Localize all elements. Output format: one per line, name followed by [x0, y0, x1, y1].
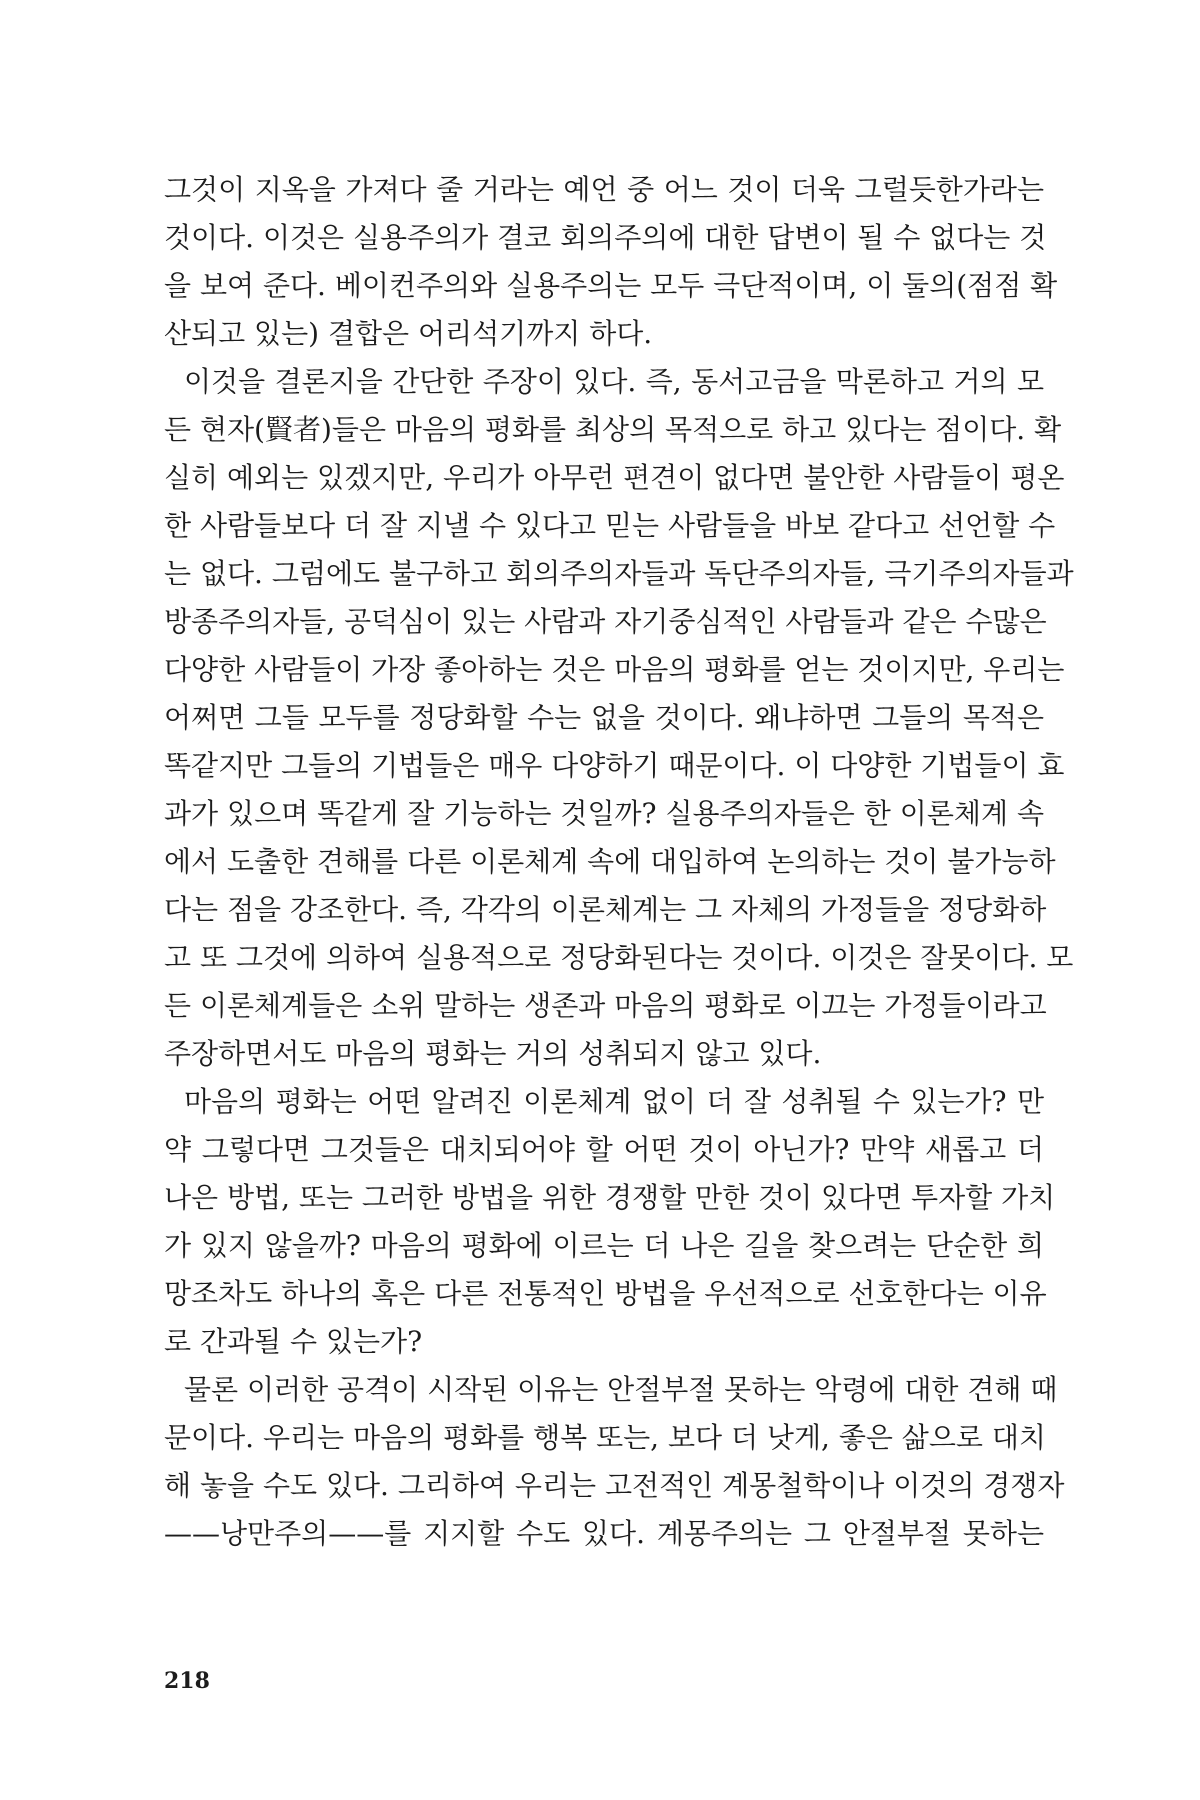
- text-line: 을 보여 준다. 베이컨주의와 실용주의는 모두 극단적이며, 이 둘의(점점 확: [164, 269, 1058, 302]
- text-line: 마음의 평화는 어떤 알려진 이론체계 없이 더 잘 성취될 수 있는가? 만: [184, 1085, 1044, 1118]
- text-line: 로 간과될 수 있는가?: [164, 1325, 423, 1358]
- text-line: 망조차도 하나의 혹은 다른 전통적인 방법을 우선적으로 선호한다는 이유: [164, 1277, 1047, 1310]
- text-line: 문이다. 우리는 마음의 평화를 행복 또는, 보다 더 낫게, 좋은 삶으로 대치: [164, 1421, 1046, 1454]
- text-line: 든 현자(賢者)들은 마음의 평화를 최상의 목적으로 하고 있다는 점이다. 확: [164, 413, 1062, 446]
- text-line: ——낭만주의——를 지지할 수도 있다. 계몽주의는 그 안절부절 못하는: [164, 1517, 1044, 1550]
- text-line: 것이다. 이것은 실용주의가 결코 회의주의에 대한 답변이 될 수 없다는 것: [164, 221, 1047, 254]
- text-line: 실히 예외는 있겠지만, 우리가 아무런 편견이 없다면 불안한 사람들이 평온: [164, 461, 1065, 494]
- text-line: 한 사람들보다 더 잘 지낼 수 있다고 믿는 사람들을 바보 같다고 선언할 수: [164, 509, 1056, 542]
- text-line: 과가 있으며 똑같게 잘 기능하는 것일까? 실용주의자들은 한 이론체계 속: [164, 797, 1044, 830]
- text-line: 고 또 그것에 의하여 실용적으로 정당화된다는 것이다. 이것은 잘못이다. 모: [164, 941, 1074, 974]
- text-line: 주장하면서도 마음의 평화는 거의 성취되지 않고 있다.: [164, 1037, 822, 1070]
- text-line: 방종주의자들, 공덕심이 있는 사람과 자기중심적인 사람들과 같은 수많은: [164, 605, 1047, 638]
- text-line: 든 이론체계들은 소위 말하는 생존과 마음의 평화로 이끄는 가정들이라고: [164, 989, 1047, 1022]
- page-number: 218: [164, 1668, 210, 1694]
- text-line: 해 놓을 수도 있다. 그리하여 우리는 고전적인 계몽철학이나 이것의 경쟁자: [164, 1469, 1065, 1502]
- text-line: 물론 이러한 공격이 시작된 이유는 안절부절 못하는 악령에 대한 견해 때: [184, 1373, 1058, 1406]
- text-line: 다양한 사람들이 가장 좋아하는 것은 마음의 평화를 얻는 것이지만, 우리는: [164, 653, 1065, 686]
- text-line: 이것을 결론지을 간단한 주장이 있다. 즉, 동서고금을 막론하고 거의 모: [184, 365, 1044, 398]
- text-line: 는 없다. 그럼에도 불구하고 회의주의자들과 독단주의자들, 극기주의자들과: [164, 557, 1074, 590]
- text-line: 나은 방법, 또는 그러한 방법을 위한 경쟁할 만한 것이 있다면 투자할 가치: [164, 1181, 1056, 1214]
- text-line: 산되고 있는) 결합은 어리석기까지 하다.: [164, 317, 653, 350]
- text-line: 약 그렇다면 그것들은 대치되어야 할 어떤 것이 아닌가? 만약 새롭고 더: [164, 1133, 1044, 1166]
- text-line: 어쩌면 그들 모두를 정당화할 수는 없을 것이다. 왜냐하면 그들의 목적은: [164, 701, 1044, 734]
- text-line: 똑같지만 그들의 기법들은 매우 다양하기 때문이다. 이 다양한 기법들이 효: [164, 749, 1065, 782]
- text-line: 가 있지 않을까? 마음의 평화에 이르는 더 나은 길을 찾으려는 단순한 희: [164, 1229, 1044, 1262]
- text-line: 다는 점을 강조한다. 즉, 각각의 이론체계는 그 자체의 가정들을 정당화하: [164, 893, 1047, 926]
- text-line: 에서 도출한 견해를 다른 이론체계 속에 대입하여 논의하는 것이 불가능하: [164, 845, 1056, 878]
- body-text: [164, 166, 1074, 1558]
- text-line: 그것이 지옥을 가져다 줄 거라는 예언 중 어느 것이 더욱 그럴듯한가라는: [164, 173, 1044, 206]
